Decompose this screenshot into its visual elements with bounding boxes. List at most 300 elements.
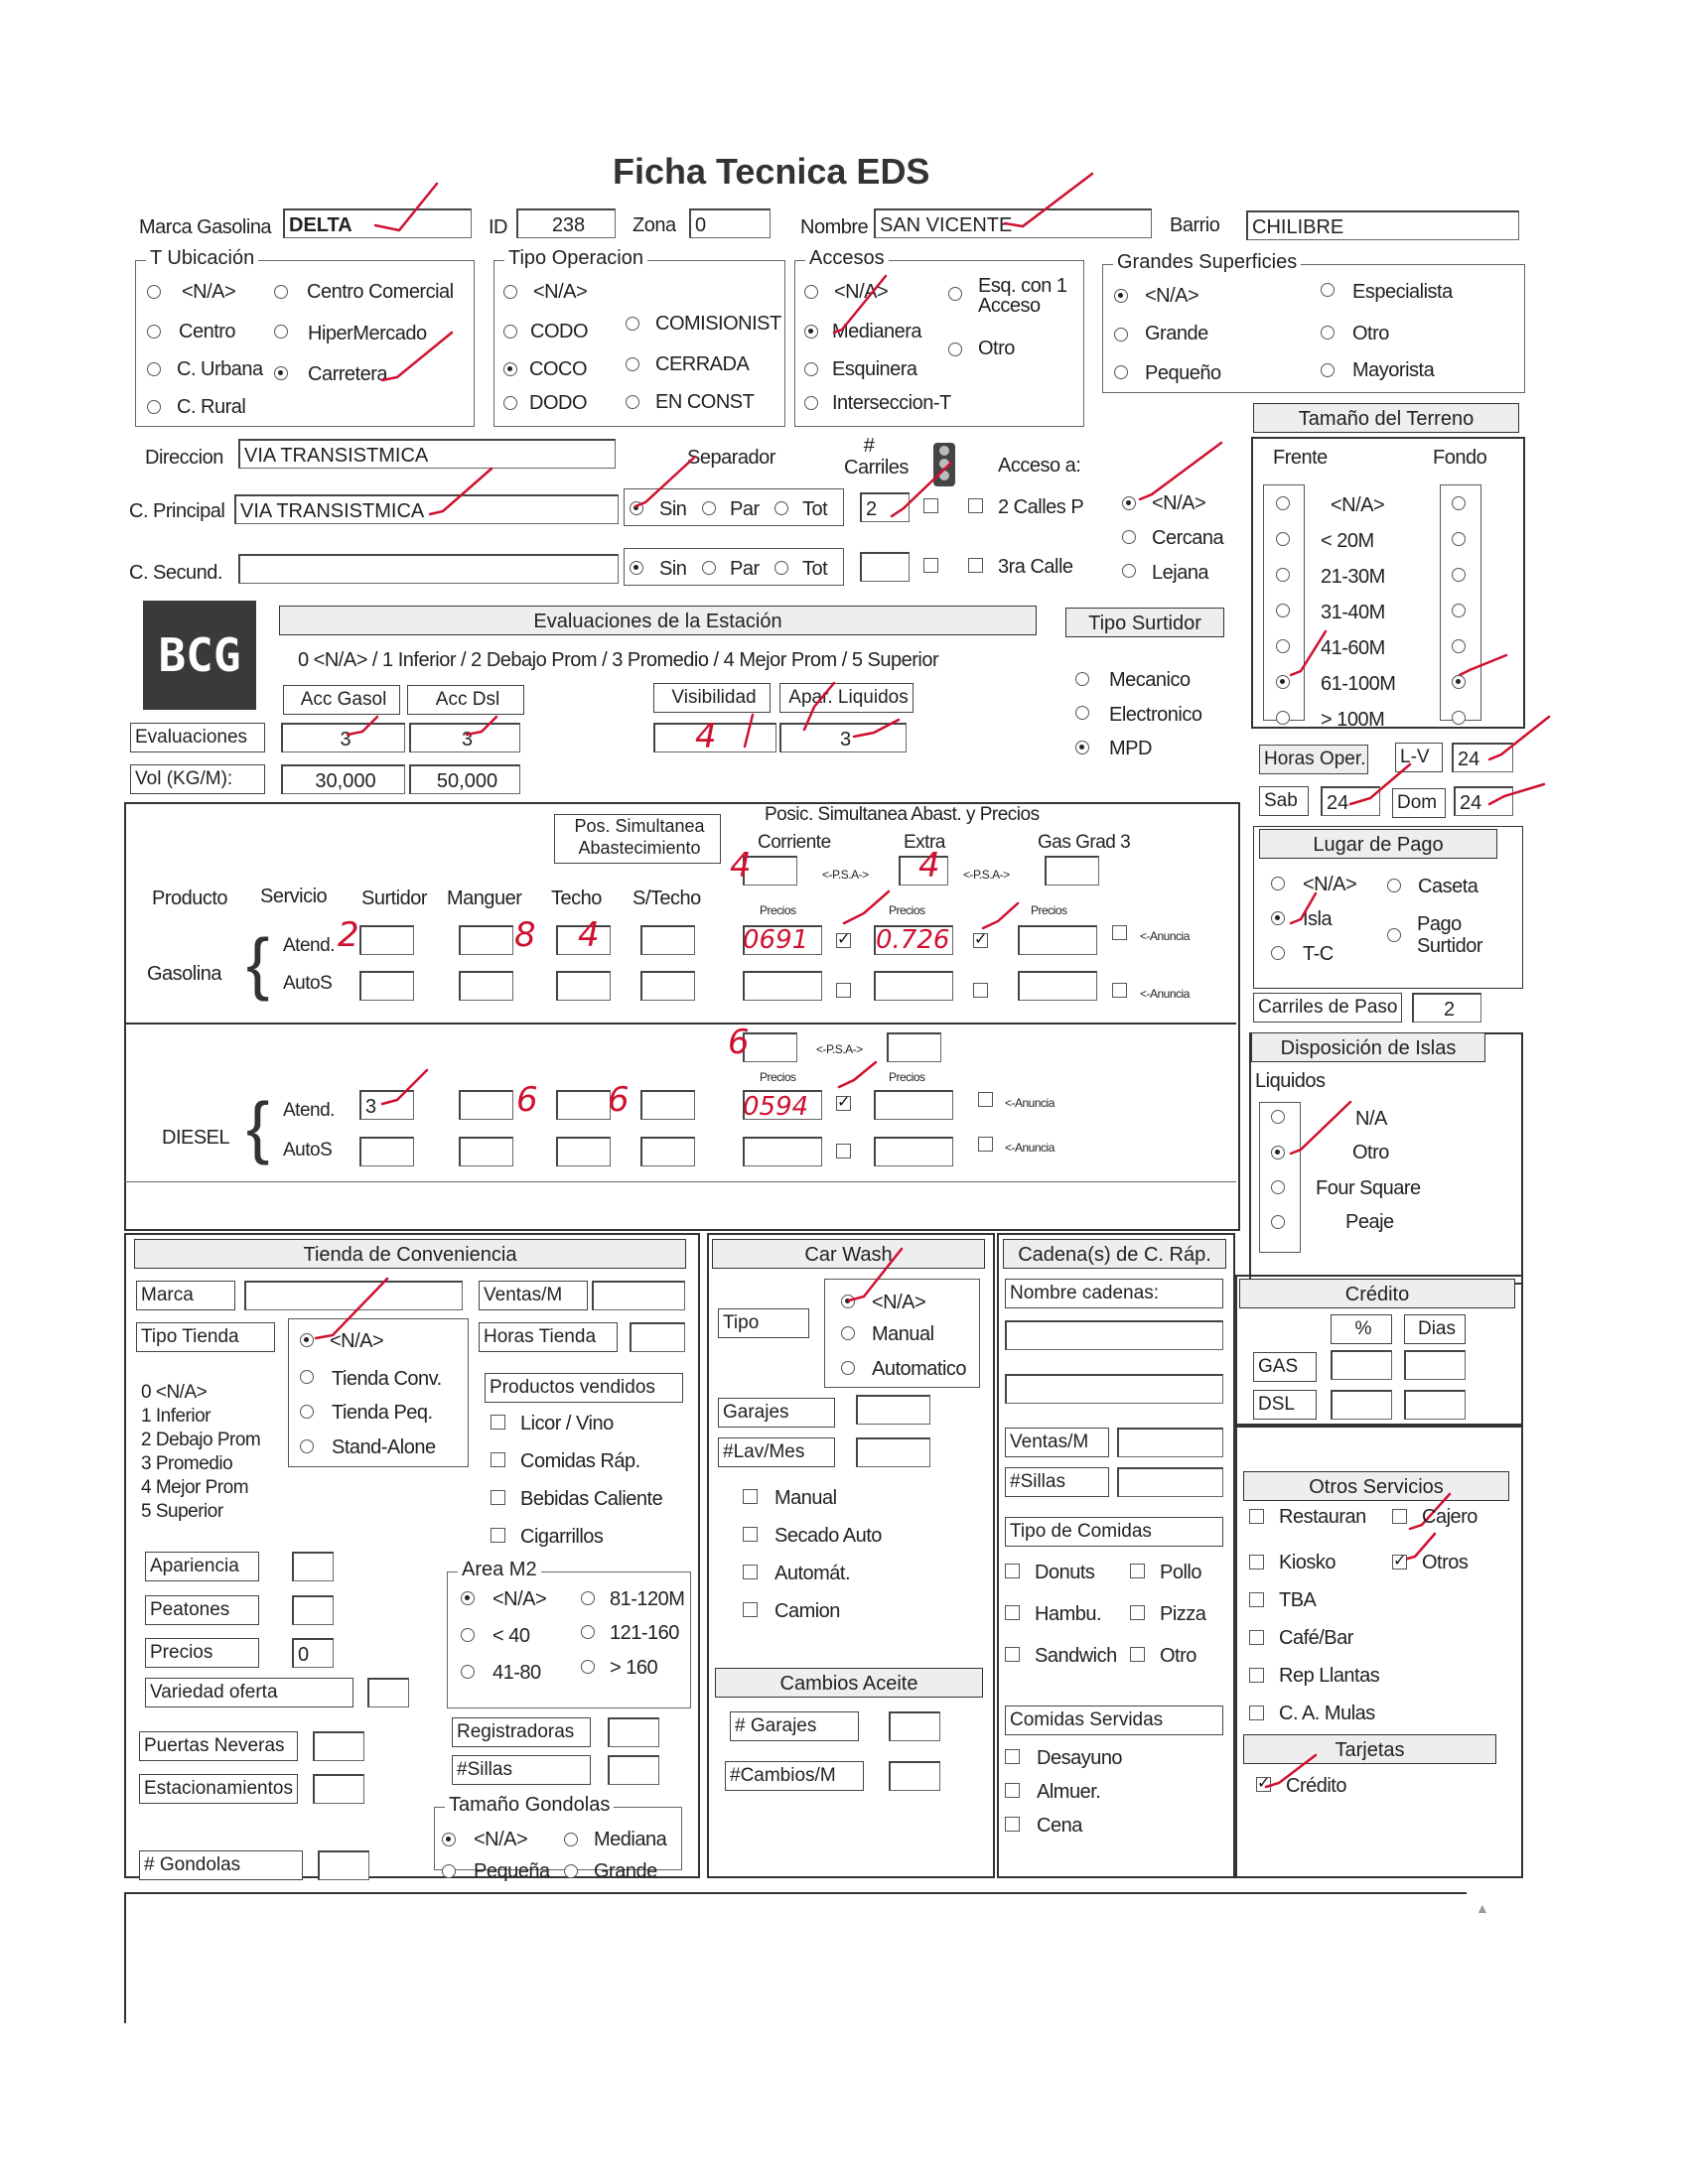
area-title: Area M2 [458, 1559, 541, 1581]
acceso-na-label: <N/A> [1152, 492, 1206, 514]
diesel-label: DIESEL [162, 1127, 230, 1149]
carriles-paso-field[interactable]: 2 [1412, 993, 1481, 1023]
vol-label: Vol (KG/M): [130, 764, 265, 794]
techo-col-label: Techo [551, 887, 602, 909]
tienda-ventas-label: Ventas/M [479, 1281, 588, 1310]
tick-fondo [1460, 655, 1506, 675]
tick-tipotienda [316, 1279, 387, 1338]
frente-label: Frente [1273, 447, 1328, 469]
tick-diesel-precio [839, 1062, 876, 1087]
tick-gas-precio [844, 891, 889, 923]
t-ubicacion-carretera-label: Carretera [308, 363, 387, 385]
acceso-label: Acceso a: [998, 455, 1081, 477]
lv-field[interactable]: 24 [1452, 743, 1513, 772]
otros-servicio-label: C. A. Mulas [1279, 1703, 1375, 1724]
acc-gasol-header: Acc Gasol [283, 685, 400, 715]
tick-diesel-surtidor [382, 1070, 427, 1104]
fondo-size-radio[interactable] [1452, 604, 1466, 617]
tipo-comida-check[interactable] [1005, 1605, 1020, 1620]
tick-disposicion [1291, 1102, 1350, 1154]
manguer-col-label: Manguer [447, 887, 522, 909]
tick-visib [745, 715, 753, 747]
sep-principal-par-label: Par [730, 498, 760, 520]
pago-tc-label: T-C [1303, 943, 1334, 965]
gas-precio-extra-handwritten: 0.726 [876, 925, 950, 955]
carwash-option-check[interactable] [743, 1565, 758, 1579]
apar-field[interactable]: 3 [779, 723, 907, 752]
producto-vendido-check[interactable] [491, 1528, 505, 1543]
pago-caseta-label: Caseta [1418, 876, 1478, 897]
pos-simultanea-header: Pos. Simultanea Abastecimiento [554, 814, 721, 864]
carriles-principal-field[interactable]: 2 [860, 492, 910, 522]
diesel-precios-label-2: Precios [889, 1070, 925, 1084]
estacionamientos-label: Estacionamientos [139, 1774, 298, 1804]
psa-label-2: <-P.S.A-> [963, 868, 1010, 882]
n-gondolas-label: # Gondolas [139, 1850, 303, 1880]
diesel-precios-label-1: Precios [760, 1070, 796, 1084]
tick-accgasol [348, 717, 377, 735]
producto-vendido-label: Comidas Ráp. [520, 1450, 640, 1472]
t-ubicacion-cc-label: Centro Comercial [307, 281, 454, 303]
diesel-anuncia-label: <-Anuncia [1005, 1096, 1055, 1110]
sep-principal-sin-label: Sin [659, 498, 687, 520]
gas-autos-anuncia-label: <-Anuncia [1140, 987, 1190, 1001]
t-ubicacion-hiper-label: HiperMercado [308, 323, 427, 344]
producto-vendido-check[interactable] [491, 1415, 505, 1430]
posic-header: Posic. Simultanea Abast. y Precios [765, 804, 1040, 825]
tienda-marca-label: Marca [136, 1281, 235, 1310]
cadenas-sillas-label: #Sillas [1005, 1467, 1109, 1497]
dom-label: Dom [1392, 788, 1446, 818]
tick-carwash [849, 1249, 902, 1300]
garajes-label: Garajes [718, 1398, 835, 1428]
carwash-manual-label: Manual [872, 1323, 934, 1345]
sab-label: Sab [1259, 786, 1309, 816]
carwash-title: Car Wash [712, 1239, 985, 1269]
grandes-mayorista-label: Mayorista [1352, 359, 1435, 381]
precios-tienda-label: Precios [145, 1638, 259, 1668]
visibilidad-handwritten: 4 [695, 717, 717, 756]
diesel-techo-handwritten: 6 [608, 1080, 630, 1120]
accesos-na-label: <N/A> [834, 281, 889, 303]
id-label: ID [489, 216, 507, 238]
gondolas-na-label: <N/A> [474, 1829, 528, 1850]
tipo-op-dodo-label: DODO [529, 392, 587, 414]
scroll-up-icon[interactable]: ▲ [1476, 1900, 1489, 1916]
frente-size-radio[interactable] [1276, 532, 1290, 546]
comida-servida-check[interactable] [1005, 1783, 1020, 1798]
tick-nombre [1005, 174, 1092, 226]
tick-accdsl [467, 717, 496, 735]
grandes-pequeno-label: Pequeño [1145, 362, 1221, 384]
fondo-label: Fondo [1433, 447, 1487, 469]
servicio-label: Servicio [260, 886, 328, 907]
precios-label-3: Precios [1031, 903, 1067, 917]
tipo-comida-check[interactable] [1130, 1647, 1145, 1662]
grandes-na-label: <N/A> [1145, 285, 1199, 307]
gondolas-pequena-label: Pequeña [474, 1860, 550, 1882]
credito-pct-label: % [1331, 1314, 1392, 1344]
dom-field[interactable]: 24 [1454, 786, 1513, 816]
credito-title: Crédito [1239, 1279, 1515, 1308]
apar-header: Apar. Liquidos [779, 683, 914, 713]
producto-vendido-label: Licor / Vino [520, 1413, 614, 1434]
carwash-option-check[interactable] [743, 1602, 758, 1617]
marca-field[interactable]: DELTA [283, 208, 472, 238]
otros-servicio-label: Cajero [1422, 1506, 1477, 1528]
disposicion-liquidos-label: Liquidos [1255, 1070, 1326, 1092]
diesel-autos-anuncia-label: <-Anuncia [1005, 1141, 1055, 1155]
tienda-scale-item: 2 Debajo Prom [141, 1430, 261, 1450]
zona-label: Zona [633, 214, 676, 236]
frente-size-radio[interactable] [1276, 711, 1290, 725]
gas-autos-label: AutoS [283, 973, 333, 994]
grandes-grande-label: Grande [1145, 323, 1208, 344]
variedad-label: Variedad oferta [145, 1678, 353, 1707]
page-title: Ficha Tecnica EDS [613, 151, 930, 192]
vol-dsl-field[interactable]: 50,000 [409, 764, 520, 794]
accesos-esquinera-label: Esquinera [832, 358, 917, 380]
tick-lv [1489, 717, 1549, 759]
precios-label-2: Precios [889, 903, 925, 917]
grandes-otro-label: Otro [1352, 323, 1389, 344]
terreno-size-label: > 100M [1321, 709, 1385, 731]
pago-isla-label: Isla [1303, 908, 1333, 930]
lav-label: #Lav/Mes [718, 1437, 835, 1467]
precios-tienda-field[interactable]: 0 [292, 1638, 334, 1668]
barrio-label: Barrio [1170, 214, 1220, 236]
surtidor-col-label: Surtidor [361, 887, 428, 909]
tipo-comida-label: Hambu. [1035, 1603, 1102, 1625]
extra-psa-handwritten: 4 [918, 846, 940, 886]
corriente-label: Corriente [758, 832, 831, 853]
fondo-size-radio[interactable] [1452, 496, 1466, 510]
disposicion-title: Disposición de Islas [1251, 1032, 1485, 1062]
producto-vendido-check[interactable] [491, 1490, 505, 1505]
gondolas-mediana-label: Mediana [594, 1829, 667, 1850]
corriente-psa-handwritten: 4 [730, 846, 752, 886]
sab-field[interactable]: 24 [1321, 786, 1380, 816]
accesos-medianera-label: Medianera [832, 321, 922, 342]
direccion-label: Direccion [145, 447, 223, 469]
tick-apar2 [854, 720, 899, 737]
psa-label-1: <-P.S.A-> [822, 868, 869, 882]
tipo-op-codo-label: CODO [530, 321, 588, 342]
otros-servicio-check[interactable] [1392, 1509, 1407, 1524]
surtidor-mpd-label: MPD [1109, 738, 1152, 759]
carwash-option-label: Automát. [774, 1563, 851, 1584]
diesel-autos-label: AutoS [283, 1140, 333, 1160]
tipo-op-comisionist-label: COMISIONIST [655, 313, 781, 335]
comida-servida-label: Cena [1037, 1815, 1082, 1837]
surtidor-mecanico-label: Mecanico [1109, 669, 1191, 691]
comida-servida-check[interactable] [1005, 1817, 1020, 1832]
producto-vendido-label: Bebidas Caliente [520, 1488, 663, 1510]
fondo-size-radio[interactable] [1452, 711, 1466, 725]
disposicion-na-label: N/A [1355, 1108, 1387, 1130]
tick-carretera [382, 333, 452, 380]
lv-label: L-V [1395, 743, 1443, 772]
tipo-comida-label: Pollo [1160, 1562, 1201, 1583]
productos-vendidos-label: Productos vendidos [485, 1373, 683, 1403]
otros-servicio-label: Otros [1422, 1552, 1469, 1573]
tipo-operacion-title: Tipo Operacion [504, 247, 647, 270]
t-ubicacion-centro-label: Centro [179, 321, 236, 342]
carwash-option-check[interactable] [743, 1527, 758, 1542]
acceso-cercana-label: Cercana [1152, 527, 1224, 549]
t-ubicacion-urbana-label: C. Urbana [177, 358, 263, 380]
otros-title: Otros Servicios [1243, 1471, 1509, 1501]
principal-label: C. Principal [129, 500, 225, 522]
tipo-tienda-peq-label: Tienda Peq. [332, 1402, 433, 1424]
disposicion-peaje-label: Peaje [1345, 1211, 1394, 1233]
producto-vendido-label: Cigarrillos [520, 1526, 604, 1548]
tick-apar [804, 683, 834, 730]
tienda-scale-item: 4 Mejor Prom [141, 1477, 249, 1498]
tipo-comida-check[interactable] [1005, 1647, 1020, 1662]
accesos-interseccion-label: Interseccion-T [832, 392, 951, 414]
otros-servicio-check[interactable] [1249, 1509, 1264, 1524]
puertas-label: Puertas Neveras [139, 1731, 298, 1761]
cadenas-title: Cadena(s) de C. Ráp. [1003, 1239, 1226, 1269]
precios-label-1: Precios [760, 903, 796, 917]
acc-gasol-field[interactable]: 3 [281, 723, 405, 752]
horas-oper-label: Horas Oper. [1259, 745, 1368, 774]
otros-servicio-check[interactable] [1249, 1668, 1264, 1683]
diesel-atend-surtidor[interactable]: 3 [359, 1090, 414, 1120]
tipo-tienda-stand-label: Stand-Alone [332, 1436, 436, 1458]
evaluaciones-scale: 0 <N/A> / 1 Inferior / 2 Debajo Prom / 3 Promedio / 4 Mejor Prom / 5 Superior [298, 649, 939, 671]
registradoras-label: Registradoras [452, 1717, 591, 1747]
vol-gasol-field[interactable]: 30,000 [281, 764, 405, 794]
tarjetas-title: Tarjetas [1243, 1734, 1496, 1764]
tipo-surtidor-title: Tipo Surtidor [1065, 608, 1224, 637]
sep-secund-sin-label: Sin [659, 558, 687, 580]
credito-dsl-label: DSL [1253, 1390, 1317, 1420]
t-ubicacion-na-label: <N/A> [182, 281, 236, 303]
gondolas-title: Tamaño Gondolas [445, 1794, 614, 1817]
tienda-scale-item: 5 Superior [141, 1501, 223, 1522]
tick-marca [375, 184, 437, 230]
principal-field[interactable]: VIA TRANSISTMICA [234, 494, 619, 524]
producto-vendido-check[interactable] [491, 1452, 505, 1467]
grandes-especialista-label: Especialista [1352, 281, 1453, 303]
cadenas-ventas-label: Ventas/M [1005, 1428, 1109, 1457]
tienda-scale-item: 0 <N/A> [141, 1382, 208, 1403]
fondo-size-radio[interactable] [1452, 532, 1466, 546]
surtidor-electronico-label: Electronico [1109, 704, 1202, 726]
cambios-title: Cambios Aceite [715, 1668, 983, 1698]
gas-anuncia-label: <-Anuncia [1140, 929, 1190, 943]
pago-surtidor-label: Pago Surtidor [1417, 913, 1483, 957]
terreno-size-label: 21-30M [1321, 566, 1385, 588]
carwash-option-label: Manual [774, 1487, 837, 1509]
otros-servicio-check[interactable] [1392, 1555, 1407, 1570]
frente-size-radio[interactable] [1276, 675, 1290, 689]
pago-na-label: <N/A> [1303, 874, 1357, 895]
tick-sab [1350, 764, 1410, 804]
n-garajes-label: # Garajes [730, 1711, 859, 1741]
nombre-field[interactable]: SAN VICENTE [874, 208, 1152, 238]
extra-label: Extra [904, 832, 945, 853]
gondolas-grande-label: Grande [594, 1860, 657, 1882]
otros-servicio-check[interactable] [1249, 1630, 1264, 1645]
accesos-otro-label: Otro [978, 338, 1015, 359]
carwash-tipo-label: Tipo [718, 1308, 809, 1338]
lugar-pago-title: Lugar de Pago [1259, 829, 1497, 859]
diesel-manguer-handwritten: 6 [516, 1080, 538, 1120]
gasolina-brace: { [246, 924, 270, 1002]
gas-surtidor-handwritten: 2 [338, 915, 359, 955]
credito-dias-label: Dias [1404, 1314, 1466, 1344]
carwash-option-label: Secado Auto [774, 1525, 882, 1547]
n-cambios-label: #Cambios/M [725, 1761, 864, 1791]
frente-size-radio[interactable] [1276, 604, 1290, 617]
gasolina-label: Gasolina [147, 963, 221, 985]
marca-label: Marca Gasolina [139, 216, 272, 238]
evaluaciones-label: Evaluaciones [130, 723, 265, 752]
disposicion-otro-label: Otro [1352, 1142, 1389, 1163]
tipo-tienda-conv-label: Tienda Conv. [332, 1368, 442, 1390]
gas-precio-corriente-handwritten: 0691 [743, 925, 809, 955]
fondo-size-radio[interactable] [1452, 639, 1466, 653]
otros-servicio-label: TBA [1279, 1589, 1317, 1611]
gas-techo-handwritten: 4 [578, 915, 600, 955]
peatones-label: Peatones [145, 1595, 259, 1625]
area-160-label: > 160 [610, 1657, 658, 1679]
frente-size-radio[interactable] [1276, 496, 1290, 510]
tipo-op-coco-label: COCO [529, 358, 587, 380]
otros-servicio-check[interactable] [1249, 1706, 1264, 1720]
sep-principal-tot-label: Tot [802, 498, 828, 520]
stecho-col-label: S/Techo [633, 887, 701, 909]
fondo-size-radio[interactable] [1452, 568, 1466, 582]
producto-label: Producto [152, 887, 228, 909]
gas-atend-label: Atend. [283, 935, 335, 956]
comida-servida-check[interactable] [1005, 1749, 1020, 1764]
terreno-size-label: 61-100M [1321, 673, 1396, 695]
separador-label: Separador [687, 447, 775, 469]
area-na-label: <N/A> [492, 1588, 547, 1610]
terreno-size-label: <N/A> [1331, 494, 1385, 516]
otros-servicio-check[interactable] [1249, 1592, 1264, 1607]
fondo-size-radio[interactable] [1452, 675, 1466, 689]
acc-dsl-header: Acc Dsl [407, 685, 524, 715]
tick-tarjetas [1266, 1755, 1316, 1787]
horas-tienda-label: Horas Tienda [479, 1322, 618, 1352]
gas-grad-label: Gas Grad 3 [1038, 832, 1131, 853]
gas-manguer-handwritten: 8 [514, 915, 536, 955]
barrio-field[interactable]: CHILIBRE [1246, 210, 1519, 240]
terreno-size-label: < 20M [1321, 530, 1374, 552]
tick-medianera [834, 276, 889, 333]
carriles-label: # Carriles [844, 435, 909, 478]
disposicion-four-label: Four Square [1316, 1177, 1421, 1199]
sep-secund-tot-label: Tot [802, 558, 828, 580]
diesel-psa-label: <-P.S.A-> [816, 1042, 863, 1056]
area-40-label: < 40 [492, 1625, 530, 1647]
tipo-comida-check[interactable] [1130, 1605, 1145, 1620]
diesel-brace: { [246, 1088, 270, 1165]
visibilidad-header: Visibilidad [653, 683, 771, 713]
diesel-precio-handwritten: 0594 [743, 1092, 809, 1122]
tipo-op-enconst-label: EN CONST [655, 391, 755, 413]
direccion-field[interactable]: VIA TRANSISTMICA [238, 439, 616, 469]
t-ubicacion-rural-label: C. Rural [177, 396, 246, 418]
terreno-size-label: 31-40M [1321, 602, 1385, 623]
terreno-size-label: 41-60M [1321, 637, 1385, 659]
evaluaciones-title: Evaluaciones de la Estación [279, 606, 1037, 635]
zona-field[interactable]: 0 [689, 208, 771, 238]
tick-gas-precio2 [983, 903, 1018, 928]
otros-servicio-label: Rep Llantas [1279, 1665, 1380, 1687]
apariencia-label: Apariencia [145, 1552, 259, 1581]
area-41-label: 41-80 [492, 1662, 541, 1684]
id-field[interactable]: 238 [516, 208, 616, 238]
tipo-comida-label: Pizza [1160, 1603, 1206, 1625]
accesos-title: Accesos [805, 247, 889, 270]
comidas-servidas-label: Comidas Servidas [1005, 1706, 1223, 1735]
sep-secund-par-label: Par [730, 558, 760, 580]
company-logo: BCG [143, 601, 256, 710]
nombre-label: Nombre [800, 216, 869, 238]
tipo-comida-label: Donuts [1035, 1562, 1095, 1583]
tick-carriles [892, 463, 951, 516]
otros-servicio-check[interactable] [1249, 1555, 1264, 1570]
calle3-label: 3ra Calle [998, 556, 1073, 578]
calles2-label: 2 Calles P [998, 496, 1084, 518]
otros-servicio-label: Kiosko [1279, 1552, 1336, 1573]
comida-servida-label: Desayuno [1037, 1747, 1123, 1769]
area-121-label: 121-160 [610, 1622, 679, 1644]
carwash-option-check[interactable] [743, 1489, 758, 1504]
carwash-auto-label: Automatico [872, 1358, 967, 1380]
acc-dsl-field[interactable]: 3 [409, 723, 520, 752]
frente-size-radio[interactable] [1276, 568, 1290, 582]
tipo-tienda-label: Tipo Tienda [136, 1322, 275, 1352]
tienda-scale-item: 1 Inferior [141, 1406, 211, 1427]
tick-dom [1489, 784, 1544, 804]
frente-size-radio[interactable] [1276, 639, 1290, 653]
tipo-comida-label: Sandwich [1035, 1645, 1117, 1667]
credito-gas-label: GAS [1253, 1352, 1317, 1382]
area-81-label: 81-120M [610, 1588, 685, 1610]
tarjetas-credito-label: Crédito [1286, 1775, 1346, 1797]
tipo-comidas-label: Tipo de Comidas [1005, 1517, 1223, 1547]
carwash-na-label: <N/A> [872, 1292, 926, 1313]
tick-principal [430, 469, 492, 514]
terreno-title: Tamaño del Terreno [1253, 403, 1519, 433]
secund-label: C. Secund. [129, 562, 222, 584]
t-ubicacion-title: T Ubicación [146, 247, 258, 270]
diesel-psa-handwritten: 6 [728, 1023, 750, 1062]
tipo-op-na-label: <N/A> [533, 281, 588, 303]
tienda-title: Tienda de Conveniencia [134, 1239, 686, 1269]
tipo-comida-check[interactable] [1130, 1564, 1145, 1578]
carwash-option-label: Camion [774, 1600, 840, 1622]
otros-servicio-label: Restauran [1279, 1506, 1366, 1528]
acceso-lejana-label: Lejana [1152, 562, 1209, 584]
tick-sep-sin [635, 457, 695, 506]
tienda-scale-item: 3 Promedio [141, 1453, 233, 1474]
tick-isla [1291, 893, 1316, 923]
diesel-atend-label: Atend. [283, 1100, 335, 1121]
tipo-op-cerrada-label: CERRADA [655, 353, 750, 375]
tipo-comida-check[interactable] [1005, 1564, 1020, 1578]
tienda-sillas-label: #Sillas [452, 1755, 591, 1785]
tipo-tienda-na-label: <N/A> [330, 1330, 384, 1352]
tick-acceso [1140, 443, 1221, 499]
